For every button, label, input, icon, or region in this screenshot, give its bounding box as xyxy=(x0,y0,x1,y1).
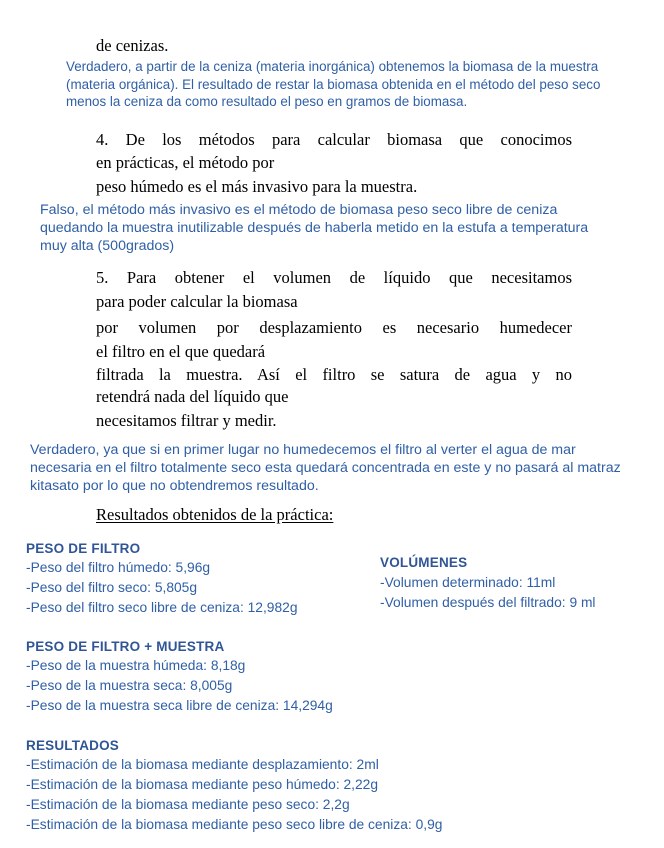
list-item: -Peso de la muestra seca: 8,005g xyxy=(26,678,233,693)
q3-tail-text: de cenizas. xyxy=(96,36,169,55)
q5-line-2: para poder calcular la biomasa xyxy=(96,292,298,311)
q5-line-5: filtrada la muestra. Así el filtro se satura de agua y no xyxy=(96,365,572,384)
peso-muestra-list xyxy=(26,656,333,716)
list-item: -Volumen después del filtrado: 9 ml xyxy=(380,595,596,610)
q5-line-4: el filtro en el que quedará xyxy=(96,342,266,361)
list-item: -Peso de la muestra seca libre de ceniza: 14,294g xyxy=(26,698,333,713)
results-title: Resultados obtenidos de la práctica: xyxy=(96,505,334,524)
q5-line-7: necesitamos filtrar y medir. xyxy=(96,411,277,430)
resultados-list xyxy=(26,755,442,835)
peso-muestra-heading: PESO DE FILTRO + MUESTRA xyxy=(26,639,225,654)
peso-filtro-list xyxy=(26,558,298,618)
list-item: -Peso del filtro seco libre de ceniza: 12,982g xyxy=(26,600,298,615)
q3-answer: Verdadero, a partir de la ceniza (materia inorgánica) obtenemos la biomasa de la muestra (materia orgánica). El resultado de restar la biomasa obtenida en el método del peso seco menos la ceniza da como resultado el peso en gramos de biomasa. xyxy=(66,59,601,109)
list-item: -Estimación de la biomasa mediante peso húmedo: 2,22g xyxy=(26,777,379,792)
q4-line-2: en prácticas, el método por xyxy=(96,153,275,172)
peso-filtro-heading: PESO DE FILTRO xyxy=(26,541,141,556)
q4-line-1: 4. De los métodos para calcular biomasa que conocimos xyxy=(96,130,572,149)
q5-answer: Verdadero, ya que si en primer lugar no humedecemos el filtro al verter el agua de mar necesaria en el filtro totalmente seco esta quedará concentrada en este y no pasará al matraz kitasato por lo que no obtendremos resultado. xyxy=(30,442,621,494)
volumenes-heading: VOLÚMENES xyxy=(380,555,468,570)
list-item: -Estimación de la biomasa mediante peso seco: 2,2g xyxy=(26,797,350,812)
q4-line-3: peso húmedo es el más invasivo para la muestra. xyxy=(96,177,418,196)
q4-answer: Falso, el método más invasivo es el método de biomasa peso seco libre de ceniza quedando la muestra inutilizable después de haberla metido en la estufa a temperatura muy alta (500grados) xyxy=(40,202,589,254)
list-item: -Estimación de la biomasa mediante peso seco libre de ceniza: 0,9g xyxy=(26,817,443,832)
list-item: -Peso del filtro seco: 5,805g xyxy=(26,580,198,595)
volumenes-list xyxy=(380,573,596,613)
list-item: -Estimación de la biomasa mediante desplazamiento: 2ml xyxy=(26,757,379,772)
q5-line-6: retendrá nada del líquido que xyxy=(96,387,289,406)
q5-line-1: 5. Para obtener el volumen de líquido que necesitamos xyxy=(96,268,572,287)
list-item: -Volumen determinado: 11ml xyxy=(380,575,556,590)
list-item: -Peso de la muestra húmeda: 8,18g xyxy=(26,658,246,673)
list-item: -Peso del filtro húmedo: 5,96g xyxy=(26,560,211,575)
q5-line-3: por volumen por desplazamiento es necesario humedecer xyxy=(96,318,572,337)
resultados-heading: RESULTADOS xyxy=(26,738,119,753)
